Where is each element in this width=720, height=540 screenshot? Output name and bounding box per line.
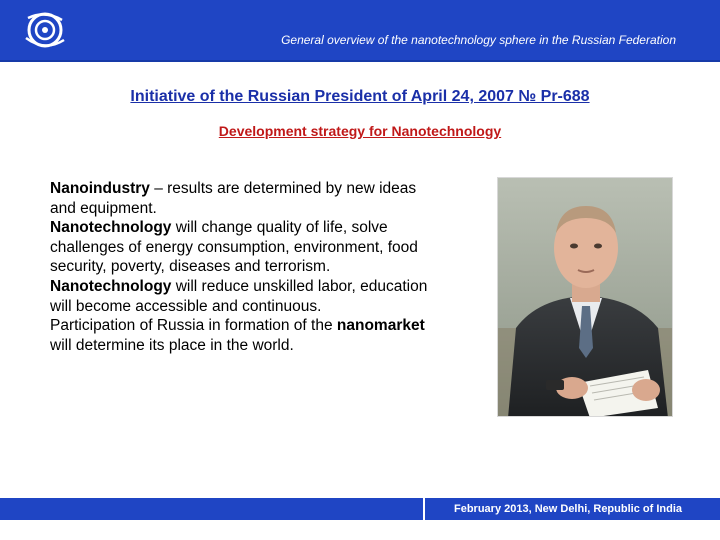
paragraph-4-text-after: will determine its place in the world. (50, 336, 294, 354)
strategy-heading: Development strategy for Nanotechnology (218, 123, 502, 139)
paragraph-2-text: will change quality of life, solve challenges of energy consumption, environment, food security, poverty, diseases and terrorism. (50, 219, 418, 276)
paragraph-4-text-before: Participation of Russia in formation of the (50, 317, 337, 335)
presenter-photo (497, 177, 673, 417)
term-nanomarket: nanomarket (336, 317, 425, 335)
header-title: General overview of the nanotechnology sphere in the Russian Federation (281, 33, 676, 47)
header-bar (0, 0, 720, 62)
footer-bar (0, 498, 720, 520)
term-nanotechnology-2: Nanotechnology (50, 277, 172, 295)
paragraph-3-text: will reduce unskilled labor, education will become accessible and continuous. (50, 277, 428, 315)
paragraph-1-text: – results are determined by new ideas and equipment. (50, 180, 417, 217)
paragraph-2 (50, 218, 430, 277)
term-nanoindustry: Nanoindustry (50, 180, 150, 197)
paragraph-3 (50, 277, 430, 316)
footer-text: February 2013, New Delhi, Republic of India (453, 503, 682, 515)
orbit-logo-icon (16, 8, 74, 52)
paragraph-4 (50, 316, 430, 355)
footer-divider (423, 498, 425, 520)
body-text (50, 179, 430, 355)
paragraph-1 (50, 179, 430, 218)
term-nanotechnology-1: Nanotechnology (50, 219, 172, 237)
initiative-heading: Initiative of the Russian President of April 24, 2007 № Pr-688 (130, 88, 590, 105)
